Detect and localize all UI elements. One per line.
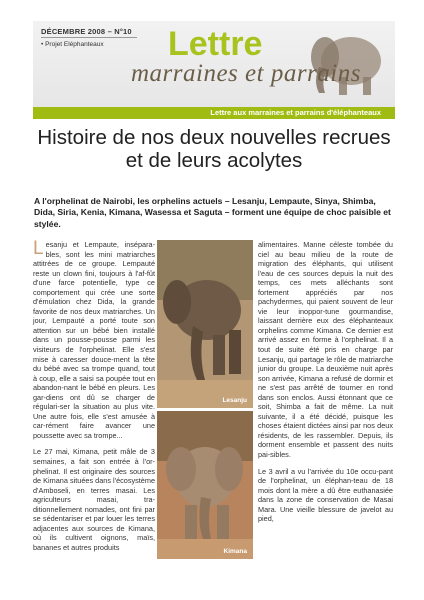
banner [33, 107, 395, 119]
logo-word-lettre: Lettre [168, 25, 263, 63]
newsletter-header [33, 21, 395, 107]
right-paragraph-2: Le 3 avril a vu l'arrivée du 10e occu-pant de l'orphelinat, un éléphan-teau de 18 mois dont la mère a dû être euthanasiée dans la zone de conservation de Masai Mara. Une vieille blessure de javelot au pied, [258, 466, 393, 524]
drop-cap: L [33, 238, 44, 259]
photo-lesanju [157, 240, 253, 408]
elephant-photo-top [157, 240, 253, 408]
left-paragraph-1-text: esanju et Lempaute, insépara-bles, sont les mini matriarches attitrées de ce groupe. Lempauté reste un clown fini, toujours à l'af-fût d'une farce potentielle, type ce comportement qui crée une sorte d'émulation chez Dida, la grande favorite de nos deux matriarches. Un jour, Lempauté a porté toute son attention sur un bébé bien installé dans un pousse-pousse parmi les visiteurs de l'orphelinat. Elle s'est mise à caresser douce-ment la tête du bébé avec sa trompe quand, tout à coup, elle a saisi sa poupée tout en abandon-nant le bébé en pleurs. Les gar-diens ont dû se charger de régulari-ser la situation au plus vite. Une autre fois, elle s'est amusée à car-rément faire avancer une poussette avec sa trompe... [33, 240, 155, 440]
article-lead: A l'orphelinat de Nairobi, les orphelins actuels – Lesanju, Lempaute, Sinya, Shimba, Dida, Siria, Kenia, Kimana, Wasessa et Saguta – forment une équipe de choc paisible et stylée. [34, 196, 391, 229]
left-paragraph-2: Le 27 mai, Kimana, petit mâle de 3 semaines, a fait son entrée à l'or-phelinat. Il est originaire des sources de Kimana situées dans l'écosystème d'Amboseli, en terres masai. Les agriculteurs masai, tra-ditionnellement nomades, ont fini par se sédentariser et par louer les terres adjacentes aux sources de Kimana, où ils cultivent oignons, maïs, bananes et autres produits [33, 447, 155, 552]
photo-kimana [157, 411, 253, 559]
banner-text: Lettre aux marraines et parrains d'éléphanteaux [210, 108, 381, 117]
photo-caption: Kimana [223, 548, 247, 555]
logo-word-marraines: marraines et parrains [131, 60, 361, 87]
right-column [258, 240, 393, 531]
photo-caption: Lesanju [222, 397, 247, 404]
divider [41, 37, 137, 38]
article-title: Histoire de nos deux nouvelles recrues et de leurs acolytes [37, 126, 391, 172]
elephant-photo-bottom [157, 411, 253, 559]
issue-label: DÉCEMBRE 2008 – N°10 [41, 27, 132, 36]
left-paragraph-1 [33, 240, 155, 440]
left-column [33, 240, 155, 560]
right-paragraph-1: alimentaires. Manne céleste tombée du ciel au beau milieu de la route de migration des éléphants, qui utilisent l'eau de ces sources depuis la nuit des temps, ces mets alléchants sont fortement appréciés par nos pachydermes, qui paient souvent de leur vie leur inoppor-tune gourmandise, laissant derrière eux des éléphanteaux orphelins comme Kimana. Ce dernier est arrivé assez en forme à l'orphelinat. Il a tout de suite été pris en charge par Lesanju, qui partage le rôle de matriarche junior du groupe. La deuxième nuit après son arrivée, Kimana a refusé de dormir et ne s'est pas arrêté de tourner en rond dans son enclos. Aussi étonnant que ce soit, Shimba a fait de même. La nuit suivante, il a été décidé, puisque les choses étaient dictées ainsi par nos deux résidents, de les rassembler. Depuis, ils dorment ensemble et passent des nuits pai-sibles. [258, 240, 393, 460]
project-label: • Projet Eléphanteaux [41, 41, 104, 48]
